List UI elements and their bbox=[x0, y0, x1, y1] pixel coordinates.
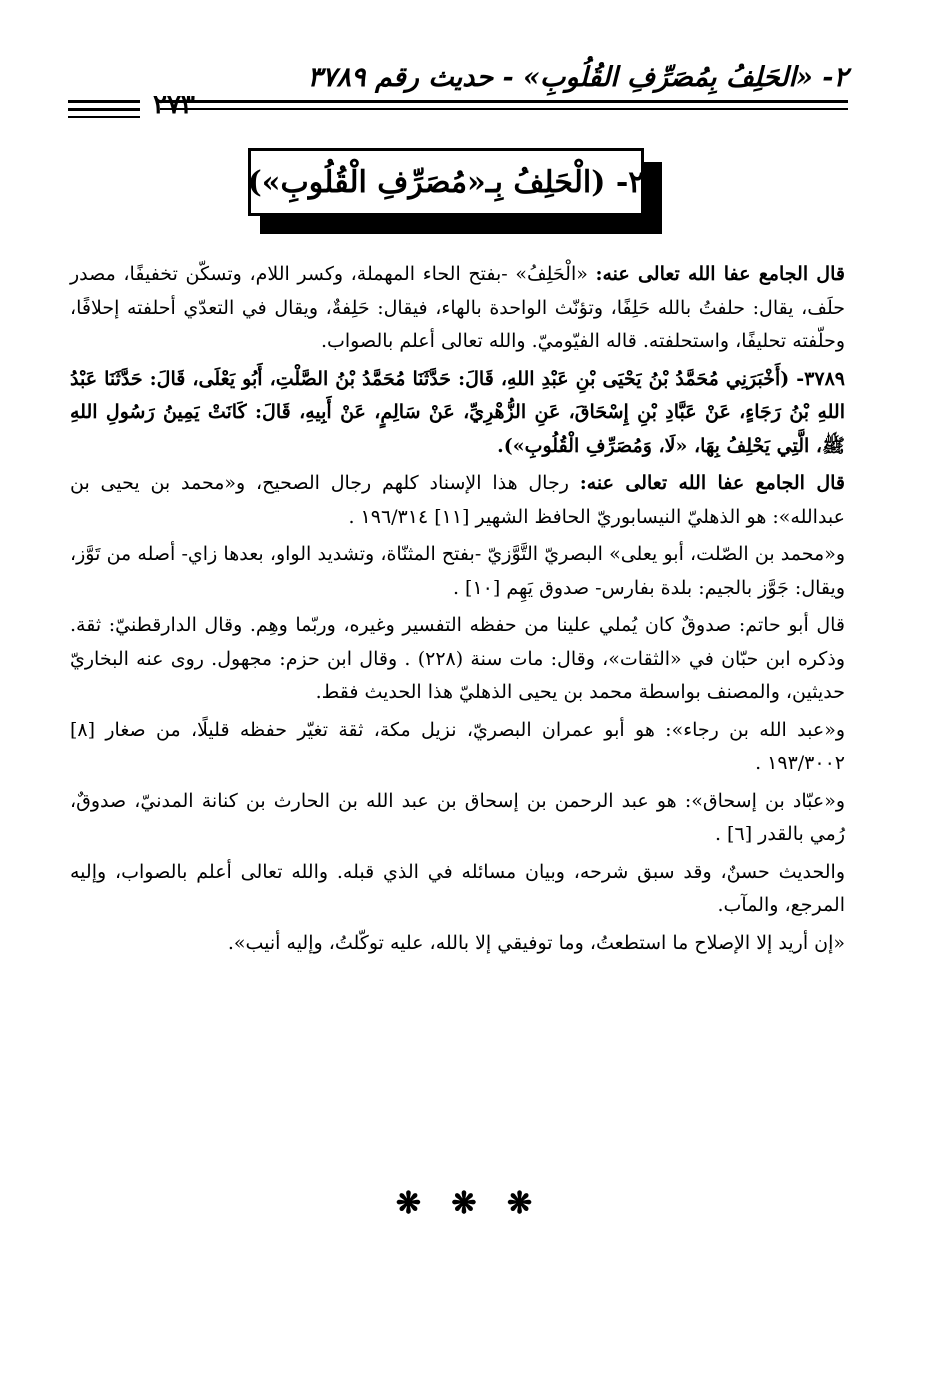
hadith-text: ٣٧٨٩- (أَخْبَرَنِي مُحَمَّدُ بْنُ يَحْيَى بْنِ عَبْدِ اللهِ، قَالَ: حَدَّثَنَا مُحَمَّدُ بْنُ الصَّلْتِ، أَبُو يَعْلَى، قَالَ: حَدَّثَنَا عَبْدُ اللهِ بْنُ رَجَاءٍ، عَنْ عَبَّادِ بْنِ إِسْحَاقَ، عَنِ الزُّهْرِيِّ، عَنْ سَالِمٍ، عَنْ أَبِيهِ، قَالَ: كَانَتْ يَمِينُ رَسُولِ اللهِ ﷺ، الَّتِي يَحْلِفُ بِهَا، «لَا، وَمُصَرِّفِ الْقُلُوبِ»). bbox=[70, 367, 845, 457]
paragraph-text: و«محمد بن الصّلت، أبو يعلى» البصريّ التَّوَّزيّ -بفتح المثنّاة، وتشديد الواو، بعدها زاي- أصله من تَوَّز، ويقال: جَوَّز بالجيم: بلدة بفارس- صدوق يَهِم [١٠] . bbox=[70, 543, 845, 599]
paragraph-lead: قال الجامع عفا الله تعالى عنه: bbox=[579, 472, 845, 494]
paragraph-narrator-1 bbox=[70, 538, 845, 605]
paragraph-narrator-1-notes bbox=[70, 609, 845, 710]
paragraph-intro bbox=[70, 258, 845, 359]
paragraph-text: «الْحَلِفُ» -بفتح الحاء المهملة، وكسر اللام، وتسكّن تخفيفًا، مصدر حلَف، يقال: حلفتُ بالله حَلِفًا، وتؤنّث الواحدة بالهاء، فيقال: حَلِفةٌ، ويقال في التعدّي أحلفته إحلافًا، وحلّفته تحليفًا، واستحلفته. قاله الفيّوميّ. والله تعالى أعلم بالصواب. bbox=[70, 263, 845, 352]
running-title: ٢- «الحَلِفُ بِمُصَرِّفِ القُلُوبِ» - حديث رقم ٣٧٨٩ bbox=[307, 62, 848, 93]
paragraph-narrator-3 bbox=[70, 785, 845, 852]
paragraph-narrator-2 bbox=[70, 714, 845, 781]
end-ornament: ❋ ❋ ❋ bbox=[395, 1186, 543, 1221]
paragraph-text: «إن أريد إلا الإصلاح ما استطعتُ، وما توفيقي إلا بالله، عليه توكّلتُ، وإليه أنيب». bbox=[227, 931, 845, 954]
paragraph-conclusion bbox=[70, 856, 845, 923]
chapter-title: ٢- (الْحَلِفُ بِـ«مُصَرِّفِ الْقُلُوبِ») bbox=[247, 164, 645, 200]
paragraph-text: و«عبّاد بن إسحاق»: هو عبد الرحمن بن إسحاق بن عبد الله بن الحارث بن كنانة المدنيّ، صدوقٌ، رُمي بالقدر [٦] . bbox=[70, 789, 845, 845]
paragraph-closing-verse bbox=[70, 927, 845, 961]
paragraph-text: والحديث حسنٌ، وقد سبق شرحه، وبيان مسائله في الذي قبله. والله تعالى أعلم بالصواب، وإليه المرجع، والمآب. bbox=[70, 860, 845, 916]
header-rule-top bbox=[160, 100, 848, 103]
page-number: ٢٧٣ bbox=[153, 90, 195, 120]
paragraph-text: قال أبو حاتم: صدوقٌ كان يُملي علينا من حفظه التفسير وغيره، وربّما وهِم. وقال الدارقطنيّ: ثقة. وذكره ابن حبّان في «الثقات»، وقال: مات سنة (٢٢٨) . وقال ابن حزم: مجهول. روى عنه البخاريّ حديثين، والمصنف بواسطة محمد بن يحيى الذهليّ هذا الحديث فقط. bbox=[70, 614, 845, 703]
paragraph-text: رجال هذا الإسناد كلهم رجال الصحيح، و«محمد بن يحيى بن عبدالله»: هو الذهليّ النيسابوريّ الحافظ الشهير [١١] ١٩٦/٣١٤ . bbox=[70, 472, 845, 528]
page-header bbox=[68, 62, 848, 122]
chapter-title-box bbox=[248, 148, 644, 216]
paragraph-isnad bbox=[70, 467, 845, 534]
body-text bbox=[70, 258, 845, 960]
page-number-rule-bottom bbox=[68, 116, 140, 118]
header-rule-bottom bbox=[160, 108, 848, 110]
page-number-rule-mid bbox=[68, 108, 140, 111]
page-number-rule-top bbox=[68, 100, 140, 103]
paragraph-hadith bbox=[70, 363, 845, 464]
paragraph-lead: قال الجامع عفا الله تعالى عنه: bbox=[595, 263, 845, 285]
paragraph-text: و«عبد الله بن رجاء»: هو أبو عمران البصريّ، نزيل مكة، ثقة تغيّر حفظه قليلًا، من صغار [٨] ١٩٣/٣٠٠٢ . bbox=[70, 718, 845, 774]
